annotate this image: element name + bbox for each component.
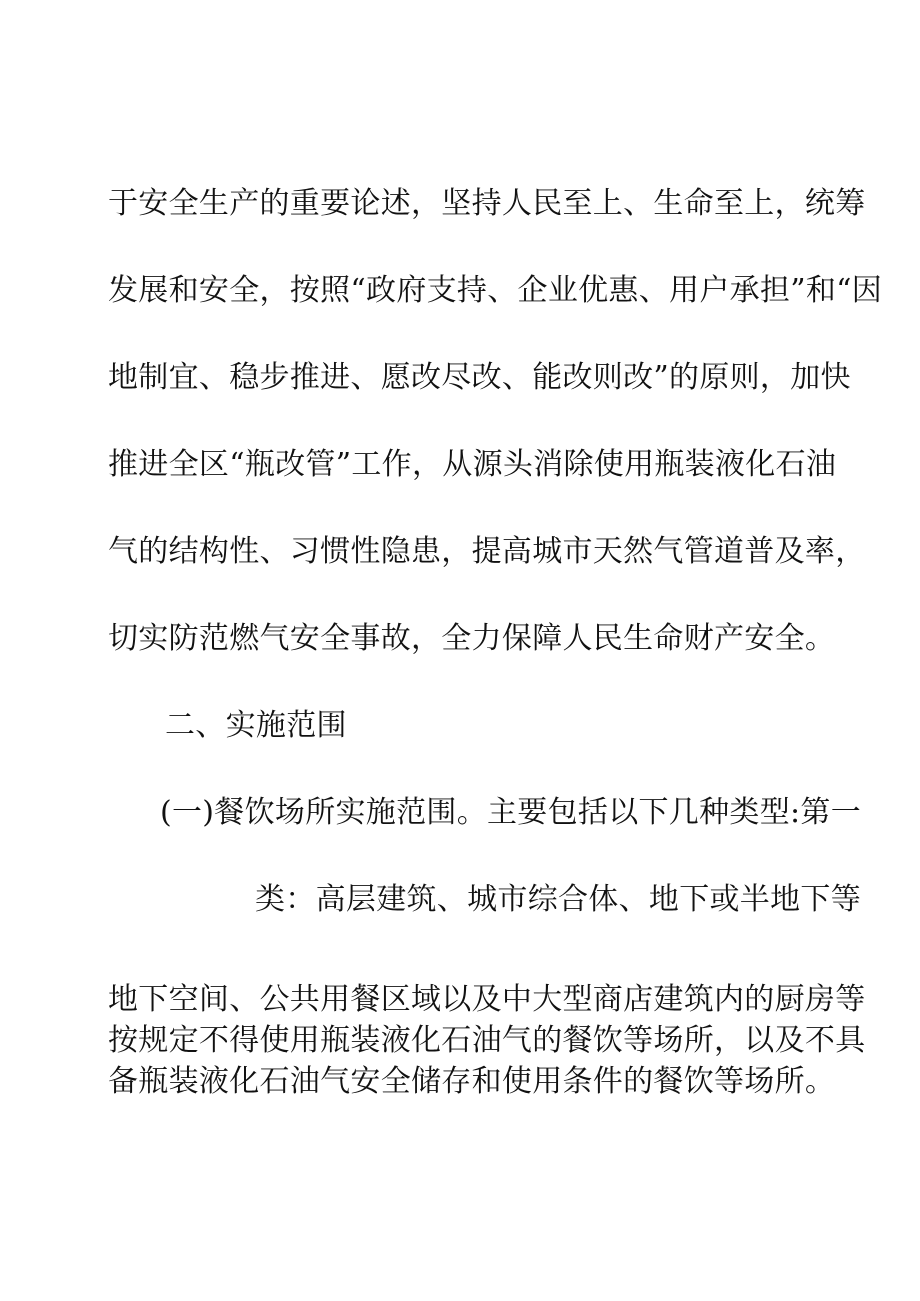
tail-line-1: 地下空间、公共用餐区域以及中大型商店建筑内的厨房等 (108, 982, 866, 1017)
section-heading: 二、实施范围 (165, 708, 347, 743)
tail-line-2: 按规定不得使用瓶装液化石油气的餐饮等场所，以及不具 (108, 1023, 866, 1058)
body-line-4: 推进全区“瓶改管”工作，从源头消除使用瓶装液化石油 (108, 447, 837, 482)
tail-line-3: 备瓶装液化石油气安全储存和使用条件的餐饮等场所。 (108, 1064, 836, 1099)
body-line-6: 切实防范燃气安全事故，全力保障人民生命财产安全。 (108, 621, 836, 656)
body-line-3: 地制宜、稳步推进、愿改尽改、能改则改”的原则，加快 (108, 360, 851, 395)
body-line-5: 气的结构性、习惯性隐患，提高城市天然气管道普及率， (108, 534, 866, 569)
body-line-1: 于安全生产的重要论述，坚持人民至上、生命至上，统筹 (108, 186, 866, 221)
sub-item-line-1: (一)餐饮场所实施范围。主要包括以下几种类型:第一 (160, 795, 862, 830)
body-line-2: 发展和安全，按照“政府支持、企业优惠、用户承担”和“因 (108, 273, 883, 308)
sub-item-line-2: 类：高层建筑、城市综合体、地下或半地下等 (255, 882, 861, 917)
